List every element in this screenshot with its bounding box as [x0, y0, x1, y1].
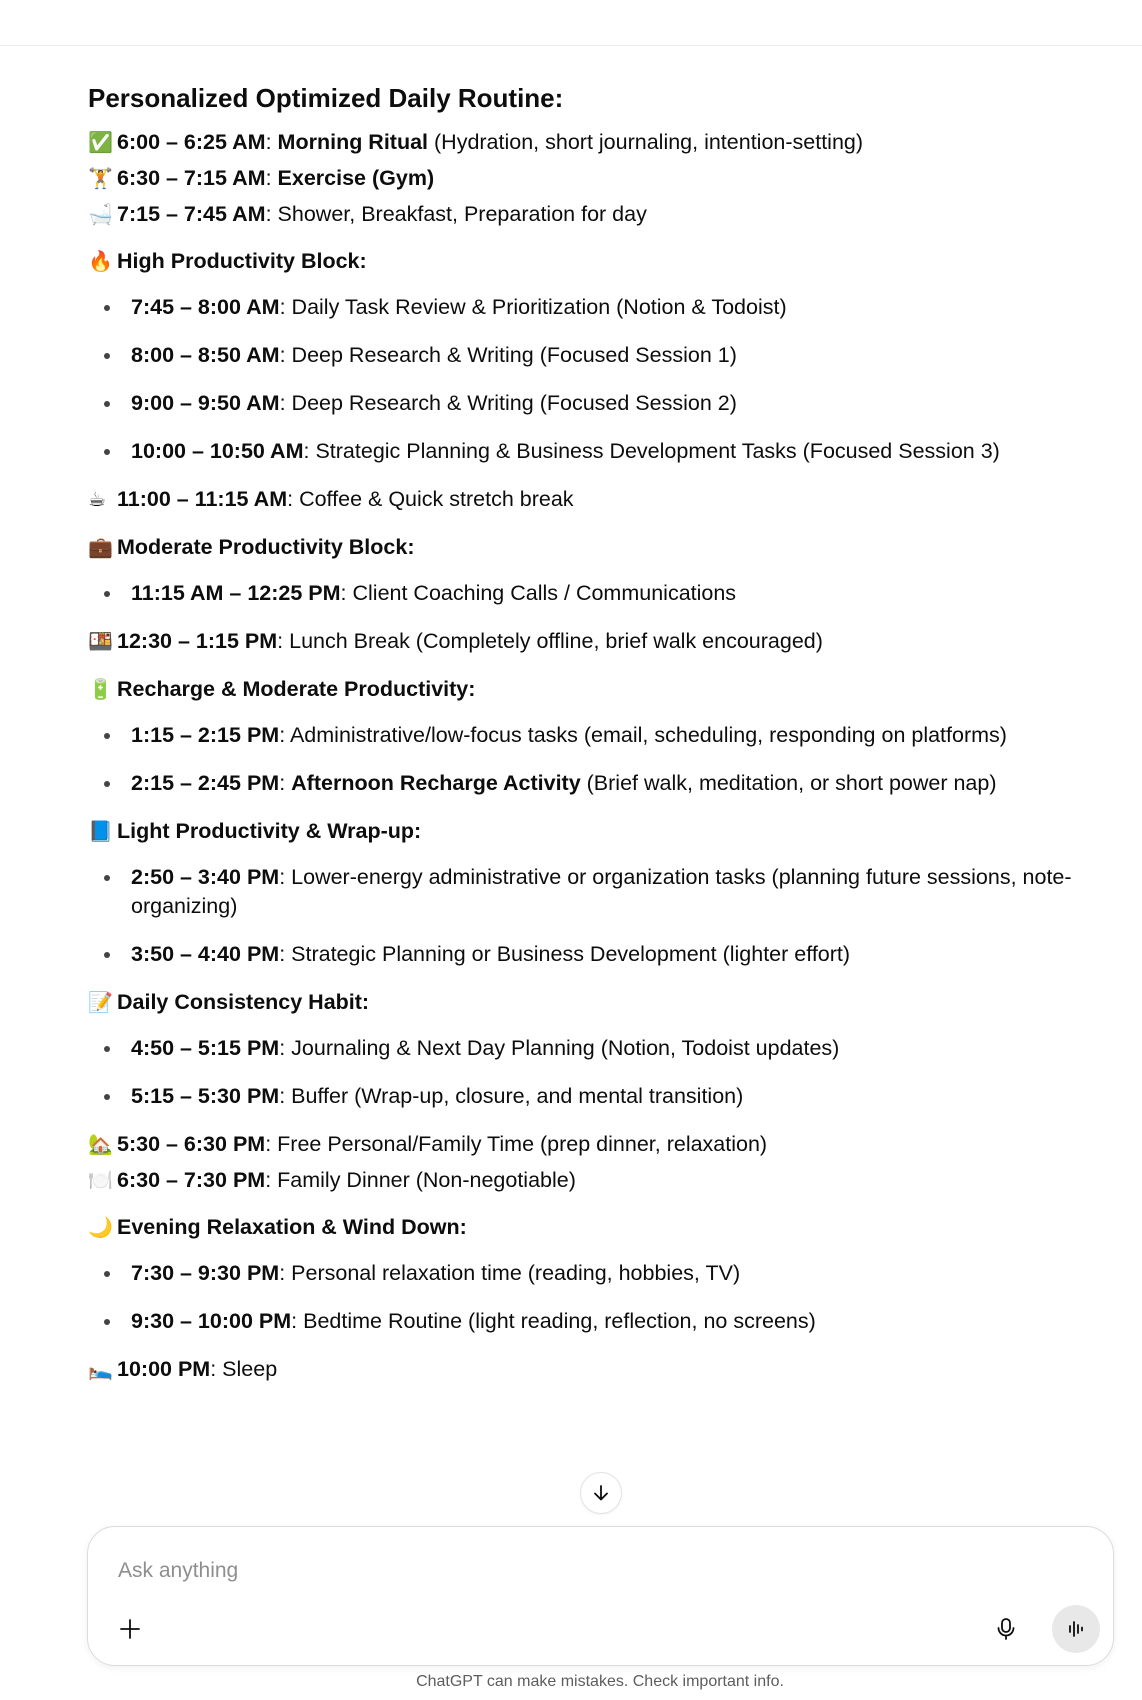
time-label: 11:00 – 11:15 AM — [117, 487, 288, 511]
time-label: 4:50 – 5:15 PM — [131, 1036, 280, 1060]
time-label: 10:00 PM — [117, 1357, 211, 1381]
activity-bold: Afternoon Recharge Activity — [291, 771, 581, 795]
section-high-productivity — [88, 247, 1098, 284]
list-item: 7:45 – 8:00 AM: Daily Task Review & Prioritization (Notion & Todoist) — [131, 293, 1098, 322]
activity-desc: Deep Research & Writing (Focused Session 2) — [291, 391, 737, 415]
microphone-icon — [995, 1617, 1017, 1641]
section-heading: Light Productivity & Wrap-up: — [117, 819, 422, 843]
evening-list — [88, 1259, 1098, 1336]
list-item: 3:50 – 4:40 PM: Strategic Planning or Business Development (lighter effort) — [131, 940, 1098, 969]
time-label: 6:30 – 7:15 AM — [117, 166, 266, 190]
list-item: 9:30 – 10:00 PM: Bedtime Routine (light reading, reflection, no screens) — [131, 1307, 1098, 1336]
list-item: 5:15 – 5:30 PM: Buffer (Wrap-up, closure, and mental transition) — [131, 1082, 1098, 1111]
list-item: 2:15 – 2:45 PM: Afternoon Recharge Activity (Brief walk, meditation, or short power nap) — [131, 769, 1098, 798]
moderate-productivity-list — [88, 579, 1098, 608]
list-item: 10:00 – 10:50 AM: Strategic Planning & Business Development Tasks (Focused Session 3) — [131, 437, 1098, 466]
plate-icon: 🍽️ — [88, 1168, 113, 1192]
crescent-moon-icon: 🌙 — [88, 1215, 113, 1239]
list-item: 8:00 – 8:50 AM: Deep Research & Writing (Focused Session 1) — [131, 341, 1098, 370]
voice-waveform-icon — [1065, 1618, 1087, 1640]
time-label: 9:30 – 10:00 PM — [131, 1309, 292, 1333]
time-label: 6:30 – 7:30 PM — [117, 1168, 266, 1192]
time-label: 7:45 – 8:00 AM — [131, 295, 280, 319]
activity-desc: Lower-energy administrative or organization tasks (planning future sessions, note-organizing) — [131, 865, 1072, 918]
voice-mode-button[interactable] — [1052, 1605, 1100, 1653]
plus-icon — [119, 1618, 141, 1640]
dictate-button[interactable] — [986, 1609, 1026, 1649]
time-label: 5:15 – 5:30 PM — [131, 1084, 280, 1108]
time-label: 7:15 – 7:45 AM — [117, 202, 266, 226]
time-label: 10:00 – 10:50 AM — [131, 439, 304, 463]
section-daily-habit — [88, 988, 1098, 1025]
time-label: 12:30 – 1:15 PM — [117, 629, 278, 653]
bathtub-icon: 🛁 — [88, 202, 113, 226]
activity-desc: Daily Task Review & Prioritization (Notion & Todoist) — [291, 295, 787, 319]
time-label: 6:00 – 6:25 AM — [117, 130, 266, 154]
high-productivity-list — [88, 293, 1098, 466]
activity-desc: (Hydration, short journaling, intention-setting) — [428, 130, 864, 154]
activity-desc: Strategic Planning & Business Development Tasks (Focused Session 3) — [315, 439, 1000, 463]
activity-desc: Bedtime Routine (light reading, reflection, no screens) — [303, 1309, 816, 1333]
assistant-message — [88, 78, 1098, 1401]
scroll-to-bottom-button[interactable] — [580, 1472, 622, 1514]
activity-desc: Family Dinner (Non-negotiable) — [277, 1168, 576, 1192]
composer — [87, 1526, 1114, 1666]
daily-habit-list — [88, 1034, 1098, 1111]
battery-icon: 🔋 — [88, 677, 113, 701]
recharge-list — [88, 721, 1098, 798]
list-item: 2:50 – 3:40 PM: Lower-energy administrative or organization tasks (planning future sessions, note-organizing) — [131, 863, 1098, 921]
activity-bold: Morning Ritual — [277, 130, 429, 154]
activity-desc: Lunch Break (Completely offline, brief walk encouraged) — [289, 629, 823, 653]
section-moderate-productivity — [88, 533, 1098, 570]
activity-desc: Administrative/low-focus tasks (email, scheduling, responding on platforms) — [289, 723, 1007, 747]
bento-box-icon: 🍱 — [88, 629, 113, 653]
section-recharge — [88, 675, 1098, 712]
activity-bold: Exercise (Gym) — [277, 166, 435, 190]
activity-desc: Strategic Planning or Business Development (lighter effort) — [291, 942, 851, 966]
bed-icon: 🛌 — [88, 1357, 113, 1381]
activity-desc: (Brief walk, meditation, or short power nap) — [580, 771, 997, 795]
activity-desc: Personal relaxation time (reading, hobbies, TV) — [291, 1261, 741, 1285]
memo-icon: 📝 — [88, 990, 113, 1014]
time-label: 3:50 – 4:40 PM — [131, 942, 280, 966]
fire-icon: 🔥 — [88, 249, 113, 273]
prompt-input[interactable] — [116, 1553, 920, 1589]
section-evening — [88, 1213, 1098, 1250]
coffee-icon: ☕ — [88, 487, 106, 511]
briefcase-icon: 💼 — [88, 535, 113, 559]
routine-line-family-dinner: 🍽️ 6:30 – 7:30 PM: Family Dinner (Non-negotiable) — [88, 1166, 1098, 1202]
time-label: 8:00 – 8:50 AM — [131, 343, 280, 367]
time-label: 1:15 – 2:15 PM — [131, 723, 280, 747]
time-label: 2:15 – 2:45 PM — [131, 771, 280, 795]
routine-line-family-time: 🏡 5:30 – 6:30 PM: Free Personal/Family Time (prep dinner, relaxation) — [88, 1130, 1098, 1166]
activity-desc: Free Personal/Family Time (prep dinner, relaxation) — [277, 1132, 768, 1156]
routine-line-coffee: ☕ 11:00 – 11:15 AM: Coffee & Quick stretch break — [88, 485, 1098, 522]
activity-desc: Buffer (Wrap-up, closure, and mental transition) — [291, 1084, 744, 1108]
time-label: 7:30 – 9:30 PM — [131, 1261, 280, 1285]
list-item: 4:50 – 5:15 PM: Journaling & Next Day Planning (Notion, Todoist updates) — [131, 1034, 1098, 1063]
disclaimer-text: ChatGPT can make mistakes. Check important info. — [416, 1673, 784, 1690]
time-label: 11:15 AM – 12:25 PM — [131, 581, 341, 605]
activity-desc: Coffee & Quick stretch break — [299, 487, 574, 511]
list-item: 9:00 – 9:50 AM: Deep Research & Writing (Focused Session 2) — [131, 389, 1098, 418]
time-label: 5:30 – 6:30 PM — [117, 1132, 266, 1156]
section-heading: Evening Relaxation & Wind Down: — [117, 1215, 467, 1239]
section-light-productivity — [88, 817, 1098, 854]
routine-line-exercise: 🏋️ 6:30 – 7:15 AM: Exercise (Gym) — [88, 164, 1098, 200]
weightlifter-icon: 🏋️ — [88, 166, 113, 190]
activity-desc: Deep Research & Writing (Focused Session 1) — [291, 343, 737, 367]
section-heading: Moderate Productivity Block: — [117, 535, 415, 559]
routine-line-sleep: 🛌 10:00 PM: Sleep — [88, 1355, 1098, 1392]
checkmark-icon: ✅ — [88, 130, 113, 154]
time-label: 9:00 – 9:50 AM — [131, 391, 280, 415]
light-productivity-list — [88, 863, 1098, 969]
blue-book-icon: 📘 — [88, 819, 113, 843]
attach-button[interactable] — [110, 1609, 150, 1649]
activity-desc: Sleep — [222, 1357, 278, 1381]
section-heading: Daily Consistency Habit: — [117, 990, 370, 1014]
top-bar — [0, 0, 1142, 46]
routine-title: Personalized Optimized Daily Routine: — [88, 83, 564, 113]
section-heading: High Productivity Block: — [117, 249, 367, 273]
section-heading: Recharge & Moderate Productivity: — [117, 677, 476, 701]
house-icon: 🏡 — [88, 1132, 113, 1156]
arrow-down-icon — [591, 1483, 611, 1503]
activity-desc: Client Coaching Calls / Communications — [352, 581, 737, 605]
list-item: 11:15 AM – 12:25 PM: Client Coaching Calls / Communications — [131, 579, 1098, 608]
time-label: 2:50 – 3:40 PM — [131, 865, 280, 889]
routine-line-morning-ritual: ✅ 6:00 – 6:25 AM: Morning Ritual (Hydration, short journaling, intention-setting) — [88, 128, 1098, 164]
routine-line-shower: 🛁 7:15 – 7:45 AM: Shower, Breakfast, Preparation for day — [88, 200, 1098, 236]
routine-line-lunch: 🍱 12:30 – 1:15 PM: Lunch Break (Completely offline, brief walk encouraged) — [88, 627, 1098, 664]
list-item: 7:30 – 9:30 PM: Personal relaxation time (reading, hobbies, TV) — [131, 1259, 1098, 1288]
list-item: 1:15 – 2:15 PM: Administrative/low-focus tasks (email, scheduling, responding on platforms) — [131, 721, 1098, 750]
activity-desc: Journaling & Next Day Planning (Notion, Todoist updates) — [291, 1036, 840, 1060]
activity-desc: Shower, Breakfast, Preparation for day — [277, 202, 647, 226]
